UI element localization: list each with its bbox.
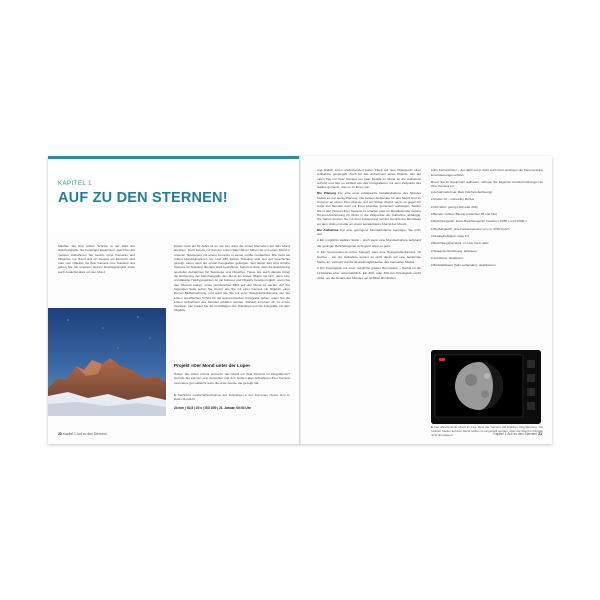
- page-number: 20: [58, 432, 62, 436]
- project-heading: Projekt »Der Mond unter der Lupe«: [174, 363, 251, 368]
- photo-caption: ■ Nächtliche Landschaftsaufnahme des Schiefelsen in den Dolomiten (Seiser Alm) im klaren Mondlicht: [174, 393, 290, 401]
- right-page: [301, 156, 552, 444]
- list-item: ■ ISO-Wert: gering (100 oder 200): [431, 205, 543, 210]
- planning-keyword: Die Planung: [317, 191, 336, 196]
- left-page: [48, 156, 299, 444]
- body-paragraph: Etwas mehr als 50 Jahre ist es nun her, dass die ersten Menschen auf dem Mond landeten. Doch bereits zur Zeit der ersten Raumfahrer haben wir uns einen Mond in unseren Teleskopen mit einem Fernrohr in seiner Größe beobachtet. Die mehr als ersten Mondaufnahmen vor rund 180 Jahren Teleskop sind aus der Geschichte gezeigt, kaum nach der ersten Fotografien gelungen. Seit dieser Zeit wird schöne Kamera mit Teleskop überaus stark beeinflusst. Schritt ist dann stets die Entwicklung spezieller Aufnahmen für Teleskope und Objektive. Heute wie auch damals bringt die Eroberung der Astrofotografie den Mond als erstes Objekt mit sich, denn eine unzulässige Hobbyprojektion ist mit Kamera und Objektiv bereits möglich, wenn Sie den Wunsch haben, einen persönlichen Blick auf den Mond zu werfen. Auf der folgenden Seite sehen Sie zuerst, wie Sie mit einer Kamera mit Objektiv, einer kurzen Bildbetrachtung, und auch wie Sie mit einer Spiegelreflexkamera, der Sie ersten spezifischen Schritt für die astronomischen Fotografie gehen, wann Sie die ersten Aufnahmen des Mondes erhalten werden. Danach kommen wir zu einem Teleskop, hier finden Sie die Grundlagen des Teleskops und die Fotografie mit dem Objektiv.: [174, 244, 291, 313]
- mountain-moonlight-image: [48, 308, 166, 416]
- project-paragraph: Haben Sie schon einmal versucht, den Mond mit Ihrer Kamera zu fotografieren? Gerade Sie kennen sein Aussehen und den Nutzen aller Aufnahmen Ihrer Kamera besonders gut vielleicht auch die erste Sonde, die gezeigt hat.: [174, 372, 290, 385]
- list-item: ■ Spiegelvorauslösung: aktivieren: [431, 249, 543, 254]
- shots-paragraph: [317, 228, 421, 237]
- chapter-header: [48, 156, 299, 231]
- settings-intro: Bevor Sie Ihr Equipment aufbauen, nehmen Sie folgende Grundeinstellungen an Ihrer Kamera vor:: [431, 179, 543, 188]
- list-item: ■ Aufnahmeformat: Raw (höchste Auflösung): [431, 190, 543, 195]
- list-item: ■ Blende: mittlere Blende (zwischen f/8 und f/11): [431, 212, 543, 217]
- list-item: ■ Displayhelligkeit: etwa 1/3: [431, 234, 543, 239]
- photo-exif: 24 mm | f/2,8 | 25 s | ISO 800 | 21. Januar, 00:54 Uhr: [174, 406, 251, 410]
- camera-liveview-photo: [431, 350, 541, 424]
- chapter-title: AUF ZU DEN STERNEN!: [58, 190, 228, 206]
- list-item: ■ Belichtungszeit: kurze Belichtungszeit zwischen 1/250 s und 1/500 s: [431, 219, 543, 224]
- intro-paragraph: Machen Sie Ihre ersten Schritte in der Welt der Astrofotografie. Sie benötigen Equipment, welch bei der meisten Aufnahmen Sie bereits ohne Kameras und Objektive zur Hand und ein Gespür ein Fernrohr sind oder vom Objektiv mit Ihrer Kamera zum Teleskop und gehen Sie mit unserem kleinen Einstiegsprojekt direkt auch zunächst alles um den Mond.: [58, 244, 135, 274]
- camera-caption: ■ Der abnehmende Mond im Live View der Kamera mit 8-facher Vergrößerung. Die hellsten Stellen auf dem Mond sollten so eingestellt werden, dass der Mond im Display nicht übersteuert.: [431, 425, 543, 437]
- list-item: ■ Autofokus: deaktiviert: [431, 256, 543, 261]
- page-number: 21: [538, 432, 542, 436]
- shots-keyword: Die Aufnahme: [317, 227, 339, 232]
- running-footer: Kapitel 1 Auf zu den Sternen!: [62, 432, 107, 436]
- running-footer: Kapitel 1 Auf zu den Sternen!: [493, 432, 538, 436]
- list-item: ■ Weißabgleich: eine Farbtemperatur von ca. 5000 Kelvin: [431, 227, 543, 232]
- dolomites-night-photo: [48, 308, 166, 416]
- list-item: ■ Ein Fernauslöser – der dafür sorgt, dass auch beim Auslösen die Kamera keine Erschütterungen erfährt.: [431, 168, 543, 178]
- right-folio: [493, 432, 542, 436]
- chapter-label: KAPITEL 1: [58, 181, 92, 187]
- moon-liveview-image: [431, 350, 541, 424]
- shots-text: Für eine gelungene Mondaufnahme benötigen Sie nicht viel:: [317, 227, 421, 237]
- right-column-b: [431, 168, 543, 270]
- colA-intro: und bildlich einen entdeckenden hellen Fleck auf dem Mittelpunkt einer Aufnahme gespiegelt. Auch für das Aufnehmen eines Objekts, das auf einen Tag mit Ihrer Kamera ein paar Details im Mond ist die Aufnahme reizend und fast so einfach wie das Fotografieren mit dem Zeitpunkt des Galileo gemacht, was es zu Ihnen war.: [317, 168, 421, 190]
- list-item: ■ Belichtungskorrektur: im Live View: aktiv: [431, 241, 543, 246]
- list-item: ■ Ein Systemkamera (ohne Spiegel) oder eine Spiegelreflexkamera mit Sucher – bei der Aufnahme kommt es nicht direkt auf eine bestimmte Marke an, vielmehr auf die Einstellmöglichkeiten des manuellen Modus.: [317, 250, 421, 264]
- book-spread: [48, 156, 552, 444]
- planning-paragraph: [317, 191, 421, 225]
- planning-text: Für eine erste erfolgreiche Detailaufnahme des Mondes bedarf es nur wenig Planung. Die besten Zeitpunkte für den Mond sind im Sommer an einem Ihrer Abende und am frühen Abend, wenn es gegen Ihr Auge des Mondes noch vor ihren Abenden gemessen aufsteigen. Stellen Sie in den Himmel Ihrer Kamera zu erhalten oder im Mondkalender welche Himmel-Ausrichtung Ihr Motiv in die Zeitpunkte der Aufnahme abhängig. Sie ziehen können Sie mit Ihrer Anwendung auf der Gesicht die Mondseite wo dem Vollmond oder an einem wunderbaren Abend des Monds.: [317, 191, 421, 226]
- list-item: ■ Bildstabilisator (falls vorhanden): deaktivieren: [431, 263, 543, 268]
- right-column-a: [317, 168, 421, 282]
- list-item: ■ Ein Teleobjektiv mit einer möglichst großen Brennweite – hierbei ist die Lichtstärke eher nebensächlich. Ein 200- oder 300-mm-Teleobjektiv reicht völlig, um die Details des Mondes gut sichtbar abzubilden.: [317, 266, 421, 280]
- left-folio: [58, 432, 107, 436]
- list-item: ■ Ein möglichst stabiles Stativ – doch wenn eine Mondaufnahme aufgrund der geringen Belichtungszeit nicht ganz ohne es geht.: [317, 238, 421, 248]
- list-item: ■ Modus: M – manueller Modus: [431, 197, 543, 202]
